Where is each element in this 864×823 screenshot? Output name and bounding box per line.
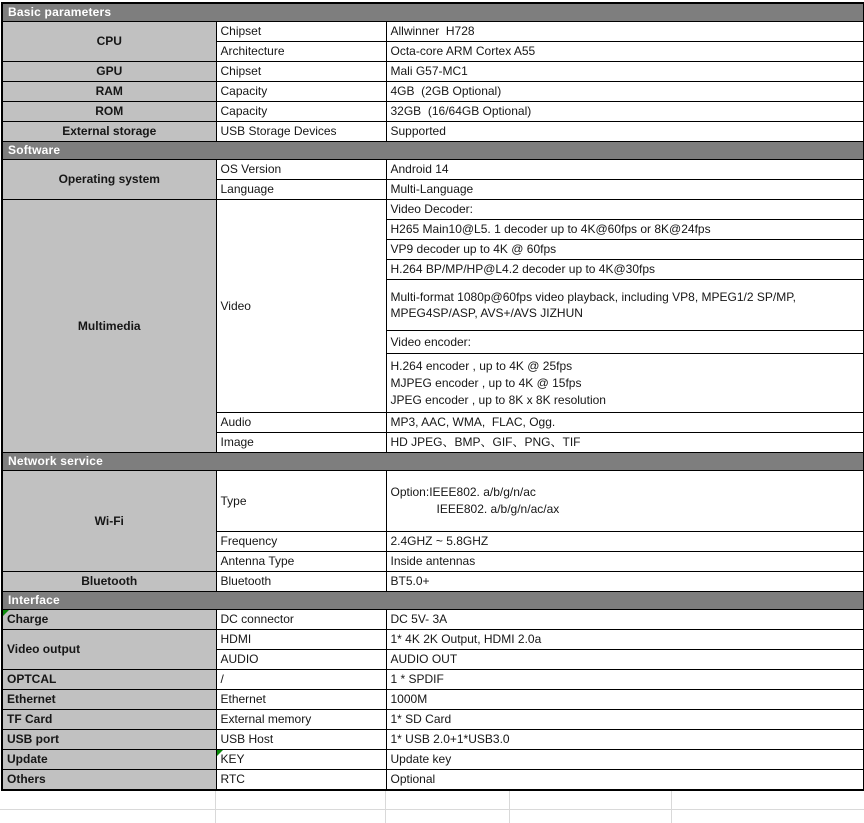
category-video-output: Video output xyxy=(2,630,216,670)
property-hdmi: HDMI xyxy=(216,630,386,650)
table-row xyxy=(2,453,864,471)
property-optcal-slash: / xyxy=(216,670,386,690)
property-os-version: OS Version xyxy=(216,160,386,180)
value-audio-formats: MP3, AAC, WMA, FLAC, Ogg. xyxy=(386,413,864,433)
property-audio-out: AUDIO xyxy=(216,650,386,670)
property-external-memory: External memory xyxy=(216,710,386,730)
table-row xyxy=(2,730,864,750)
table-row xyxy=(2,670,864,690)
table-row xyxy=(2,750,864,770)
value-rtc: Optional xyxy=(386,770,864,791)
gridline-vertical xyxy=(671,791,672,823)
value-ethernet: 1000M xyxy=(386,690,864,710)
table-row xyxy=(2,200,864,220)
table-row xyxy=(2,630,864,650)
property-wifi-frequency: Frequency xyxy=(216,532,386,552)
category-others: Others xyxy=(2,770,216,791)
category-cpu: CPU xyxy=(2,22,216,62)
property-update-key-label: KEY xyxy=(220,752,245,766)
value-update-key: Update key xyxy=(386,750,864,770)
value-h264-decoder: H.264 BP/MP/HP@L4.2 decoder up to 4K@30fps xyxy=(386,260,864,280)
category-wifi: Wi-Fi xyxy=(2,471,216,572)
value-video-decoder-header: Video Decoder: xyxy=(386,200,864,220)
table-row xyxy=(2,122,864,142)
table-row xyxy=(2,62,864,82)
table-row xyxy=(2,610,864,630)
value-bluetooth: BT5.0+ xyxy=(386,572,864,592)
cell-error-marker-icon xyxy=(217,750,223,756)
value-vp9-decoder: VP9 decoder up to 4K @ 60fps xyxy=(386,240,864,260)
category-operating-system: Operating system xyxy=(2,160,216,200)
value-h265-decoder: H265 Main10@L5. 1 decoder up to 4K@60fps or 8K@24fps xyxy=(386,220,864,240)
value-wifi-type-line1: Option:IEEE802. a/b/g/n/ac xyxy=(390,485,536,499)
value-hdmi: 1* 4K 2K Output, HDMI 2.0a xyxy=(386,630,864,650)
category-external-storage: External storage xyxy=(2,122,216,142)
value-spdif: 1 * SPDIF xyxy=(386,670,864,690)
value-video-encoders xyxy=(386,354,864,413)
category-ethernet: Ethernet xyxy=(2,690,216,710)
value-image-formats: HD JPEG、BMP、GIF、PNG、TIF xyxy=(386,433,864,453)
category-multimedia: Multimedia xyxy=(2,200,216,453)
property-video: Video xyxy=(216,200,386,413)
cell-error-marker-icon xyxy=(3,610,9,616)
property-rtc: RTC xyxy=(216,770,386,791)
section-header-basic-parameters: Basic parameters xyxy=(2,3,864,22)
table-row xyxy=(2,160,864,180)
section-header-software: Software xyxy=(2,142,864,160)
table-row xyxy=(2,710,864,730)
value-jpeg-encoder-line: JPEG encoder , up to 8K x 8K resolution xyxy=(390,392,606,407)
section-header-network-service: Network service xyxy=(2,453,864,471)
table-row xyxy=(2,82,864,102)
table-row xyxy=(2,572,864,592)
property-audio: Audio xyxy=(216,413,386,433)
category-bluetooth: Bluetooth xyxy=(2,572,216,592)
property-bluetooth: Bluetooth xyxy=(216,572,386,592)
value-os-version: Android 14 xyxy=(386,160,864,180)
value-h264-encoder-line: H.264 encoder , up to 4K @ 25fps xyxy=(390,358,573,373)
spreadsheet-empty-rows xyxy=(0,791,864,823)
table-row xyxy=(2,142,864,160)
property-wifi-type: Type xyxy=(216,471,386,532)
spec-sheet xyxy=(0,2,864,812)
category-update: Update xyxy=(2,750,216,770)
value-mjpeg-encoder-line: MJPEG encoder , up to 4K @ 15fps xyxy=(390,375,582,390)
property-dc-connector: DC connector xyxy=(216,610,386,630)
category-ram: RAM xyxy=(2,82,216,102)
property-image: Image xyxy=(216,433,386,453)
property-antenna-type: Antenna Type xyxy=(216,552,386,572)
value-ram-capacity: 4GB (2GB Optional) xyxy=(386,82,864,102)
category-gpu: GPU xyxy=(2,62,216,82)
property-rom-capacity: Capacity xyxy=(216,102,386,122)
gridline-vertical xyxy=(509,791,510,823)
category-charge xyxy=(2,610,216,630)
value-wifi-type-line2: IEEE802. a/b/g/n/ac/ax xyxy=(436,502,560,516)
value-language: Multi-Language xyxy=(386,180,864,200)
property-usb-storage-devices: USB Storage Devices xyxy=(216,122,386,142)
table-row xyxy=(2,22,864,42)
property-usb-host: USB Host xyxy=(216,730,386,750)
spec-table xyxy=(1,2,864,791)
category-usb-port: USB port xyxy=(2,730,216,750)
table-row xyxy=(2,102,864,122)
value-usb-storage-devices: Supported xyxy=(386,122,864,142)
gridline-vertical xyxy=(385,791,386,823)
value-cpu-architecture: Octa-core ARM Cortex A55 xyxy=(386,42,864,62)
table-row xyxy=(2,690,864,710)
property-update-key xyxy=(216,750,386,770)
property-cpu-chipset: Chipset xyxy=(216,22,386,42)
gridline-vertical xyxy=(215,791,216,823)
table-row xyxy=(2,770,864,791)
value-cpu-chipset: Allwinner H728 xyxy=(386,22,864,42)
value-sd-card: 1* SD Card xyxy=(386,710,864,730)
property-cpu-architecture: Architecture xyxy=(216,42,386,62)
property-ram-capacity: Capacity xyxy=(216,82,386,102)
value-wifi-frequency: 2.4GHZ ~ 5.8GHZ xyxy=(386,532,864,552)
property-language: Language xyxy=(216,180,386,200)
value-usb-host: 1* USB 2.0+1*USB3.0 xyxy=(386,730,864,750)
value-dc-connector: DC 5V- 3A xyxy=(386,610,864,630)
section-header-interface: Interface xyxy=(2,592,864,610)
value-multiformat-playback: Multi-format 1080p@60fps video playback, including VP8, MPEG1/2 SP/MP, MPEG4SP/ASP, AVS+/AVS JIZHUN xyxy=(386,280,864,331)
category-optcal: OPTCAL xyxy=(2,670,216,690)
property-ethernet: Ethernet xyxy=(216,690,386,710)
table-row xyxy=(2,592,864,610)
table-row xyxy=(2,471,864,532)
table-row xyxy=(2,3,864,22)
category-tf-card: TF Card xyxy=(2,710,216,730)
category-rom: ROM xyxy=(2,102,216,122)
category-charge-label: Charge xyxy=(7,612,49,626)
property-gpu-chipset: Chipset xyxy=(216,62,386,82)
value-rom-capacity: 32GB (16/64GB Optional) xyxy=(386,102,864,122)
value-gpu-chipset: Mali G57-MC1 xyxy=(386,62,864,82)
value-antenna-type: Inside antennas xyxy=(386,552,864,572)
value-audio-out: AUDIO OUT xyxy=(386,650,864,670)
value-video-encoder-header: Video encoder: xyxy=(386,331,864,354)
value-wifi-type xyxy=(386,471,864,532)
